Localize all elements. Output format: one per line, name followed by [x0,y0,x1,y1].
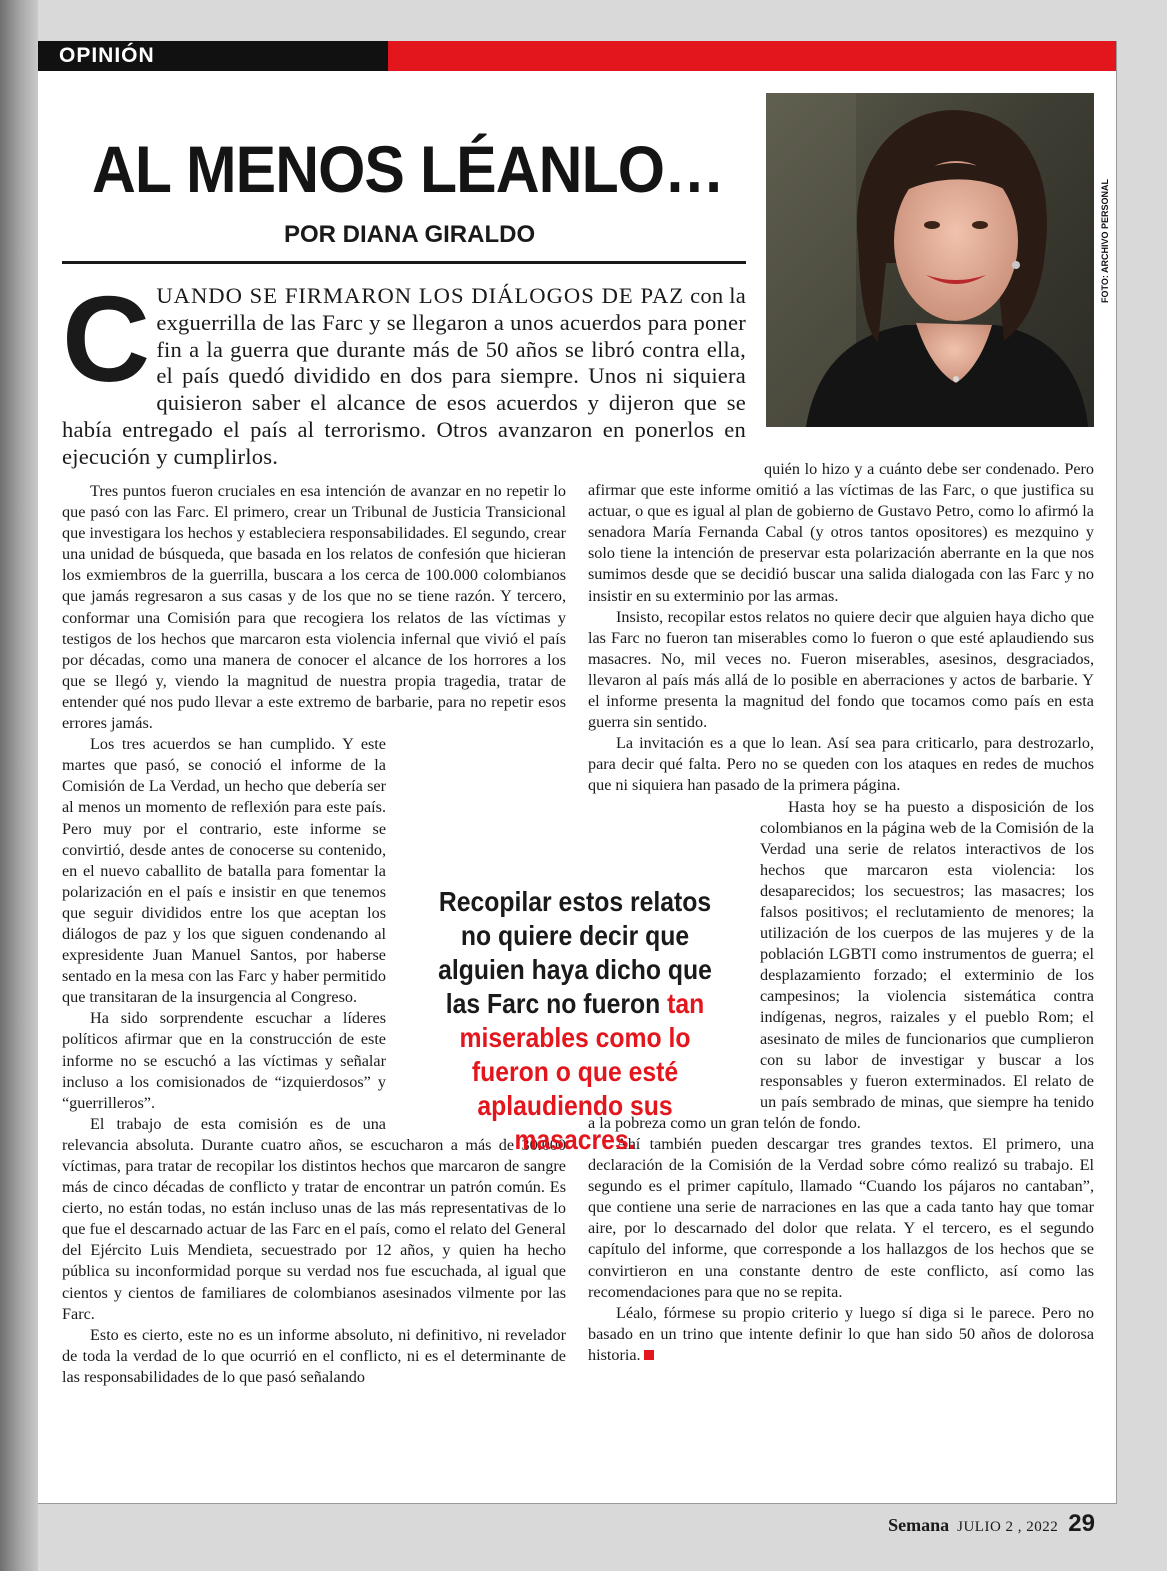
photo-credit: FOTO: ARCHIVO PERSONAL [1100,178,1110,303]
paragraph: Hasta hoy se ha puesto a disposición de los colombianos en la página web de la Comisión de la Verdad una serie de relatos interactivos de los hechos que marcaron esta violencia: los desaparecidos; los secuestros; las masacres; los falsos positivos; el reclutamiento de menores; la utilización de los cuerpos de las mujeres y de la población LGBTI como instrumentos de guerra; el desplazamiento forzado; el exterminio de los campesinos; la violencia sistemática contra indígenas, negros, raizales y el pueblo Rom; el asesinato de miles de funcionarios que cumplieron con su labor de investigar y buscar a los responsables y fueron exterminados. El relato de un país sembrado de minas, que siempre ha tenido a la pobreza como un gran telón de fondo. [588,797,1094,1132]
paragraph [588,1303,1094,1366]
author-photo [766,93,1094,427]
magazine-page [38,41,1117,1504]
section-bar-red [388,41,1116,71]
closing-text: Léalo, fórmese su propio criterio y luego sí diga si le parece. Pero no basado en un trino que intente definir lo que han sido 50 años de dolorosa historia. [588,1303,1094,1364]
paragraph: Ahí también pueden descargar tres grandes textos. El primero, una declaración de la Comisión de la Verdad sobre cómo realizó su trabajo. El segundo es el primer capítulo, llamado “Cuando los pájaros no cantaban”, que contiene una serie de narraciones en las que a cada tanto hay que tomar aire, por lo descarnado del dolor que relata. Y el tercero, es el segundo capítulo del informe, que corresponde a los hallazgos de los hechos que se convirtieron en una constante dentro de este conflicto, así como las recomendaciones para que no se repita. [588,1135,1094,1301]
title-rule [62,261,746,264]
paragraph: Insisto, recopilar estos relatos no quiere decir que alguien haya dicho que las Farc no fueron tan miserables como lo fueron o que esté aplaudiendo sus masacres. No, mil veces no. Fueron miserables, asesinos, desgraciados, llevaron al país más allá de lo posible en aberraciones y actos de barbarie. Y el informe presenta la magnitud del fondo que tocamos como país en esta guerra sin sentido. [588,607,1094,732]
paragraph: Esto es cierto, este no es un informe absoluto, ni definitivo, ni revelador de toda la verdad de lo que ocurrió en el conflicto, ni es el determinante de las responsabilidades de lo que pasó señalando [62,1325,566,1386]
lead-text: con la exguerrilla de las Farc y se llegaron a unos acuerdos para poner fin a la guerra que durante más de 50 años se libró contra ella, el país quedó dividido en dos para siempre. Unos ni siquiera quisieron saber el alcance de esos acuerdos y dijeron que se había entregado el país al terrorismo. Otros avanzaron en ponerlos en ejecución y cumplirlos. [62,283,746,469]
article-title: AL MENOS LÉANLO… [92,132,724,206]
paragraph: El trabajo de esta comisión es de una relevancia absoluta. Durante cuatro años, se escucharon a más de 30.000 víctimas, para tratar de recopilar los distintos hechos que marcaron de sangre más de cinco décadas de conflicto y tratar de encontrar un patrón común. Es cierto, no están todas, no están incluso unas de las más representativas de lo que fue el descarnado actuar de las Farc en el país, como el relato del General del Ejército Luis Mendieta, secuestrado por 12 años, y quien ha hecho pública su inconformidad porque su verdad nos fue escuchada, al igual que cientos y cientos de familiares de colombianos asesinados vilmente por las Farc. [62,1114,566,1323]
pullquote [427,885,724,1157]
footer-brand: Semana [888,1515,950,1535]
section-label: OPINIÓN [59,44,155,67]
footer-date: JULIO 2 , 2022 [957,1519,1059,1535]
end-mark-icon [644,1350,654,1360]
lead-paragraph [62,271,746,471]
paragraph: La invitación es a que lo lean. Así sea para criticarlo, para destrozarlo, para decir qué falta. Pero no se queden con los ataques en redes de muchos que ni siquiera han pasado de la primera página. [588,734,1094,795]
paragraph: Tres puntos fueron cruciales en esa intención de avanzar en no repetir lo que pasó con las Farc. El primero, crear un Tribunal de Justicia Transicional que investigara los hechos y estableciera responsabilidades. El segundo, crear una unidad de búsqueda, que basada en los relatos de confesión que hicieran los exmiembros de la guerrilla, buscara a los cerca de 100.000 colombianos que jamás regresaron a sus casas y de los que no se tiene razón. Y tercero, conformar una Comisión para que recogiera los relatos de las víctimas y testigos de los hechos que marcaron esta violencia infernal que vivió el país por décadas, como una manera de conocer el alcance de los horrores a los que se llegó y, viendo la magnitud de nuestra propia tragedia, tratar de entender qué nos pudo llevar a este extremo de barbarie, para no repetir esos errores jamás. [62,482,566,733]
paragraph: Los tres acuerdos se han cumplido. Y este martes que pasó, se conoció el informe de la Comisión de La Verdad, un hecho que debería ser al menos un momento de reflexión para este país. Pero muy por el contrario, este informe se convirtió, desde antes de conocerse su contenido, en el nuevo caballito de batalla para fomentar la polarización en el país e insistir en que tenemos que seguir divididos entre los que aceptan los diálogos de paz y los que siguen condenando al expresidente Juan Manuel Santos, por haberse sentado en la mesa con las Farc y haber permitido que transitaran de la insurgencia al Congreso. [62,735,386,1007]
lead-caps: UANDO SE FIRMARON LOS DIÁLOGOS DE PAZ [156,283,685,308]
drop-cap: C [62,271,151,407]
section-bar [38,41,1116,71]
page-fold-shadow [0,0,38,1571]
pullquote-black: Recopilar estos relatos no quiere decir que alguien haya dicho que las Farc no fueron [438,886,712,1019]
page-footer [888,1510,1095,1538]
byline: POR DIANA GIRALDO [284,221,536,248]
paragraph: Ha sido sorprendente escuchar a líderes políticos afirmar que en la construcción de este informe no se escuchó a las víctimas y señalar incluso a los comisionados de “izquierdosos” y “guerrilleros”. [62,1009,386,1112]
pullquote-red: tan miserables como lo fueron o que esté aplaudiendo sus masacres. [459,988,705,1155]
page-number: 29 [1068,1510,1095,1537]
paragraph: quién lo hizo y a cuánto debe ser condenado. Pero afirmar que este informe omitió a las víctimas de las Farc, o que justifica su actuar, o que es igual al plan de gobierno de Gustavo Petro, como lo afirmó la senadora María Fernanda Cabal (y otros tantos opositores) es mezquino y solo tiene la intención de preservar esta polarización aberrante en la que nos sumimos desde que se decidió buscar una salida dialogada con las Farc y no insistir en su exterminio por las armas. [588,460,1094,605]
